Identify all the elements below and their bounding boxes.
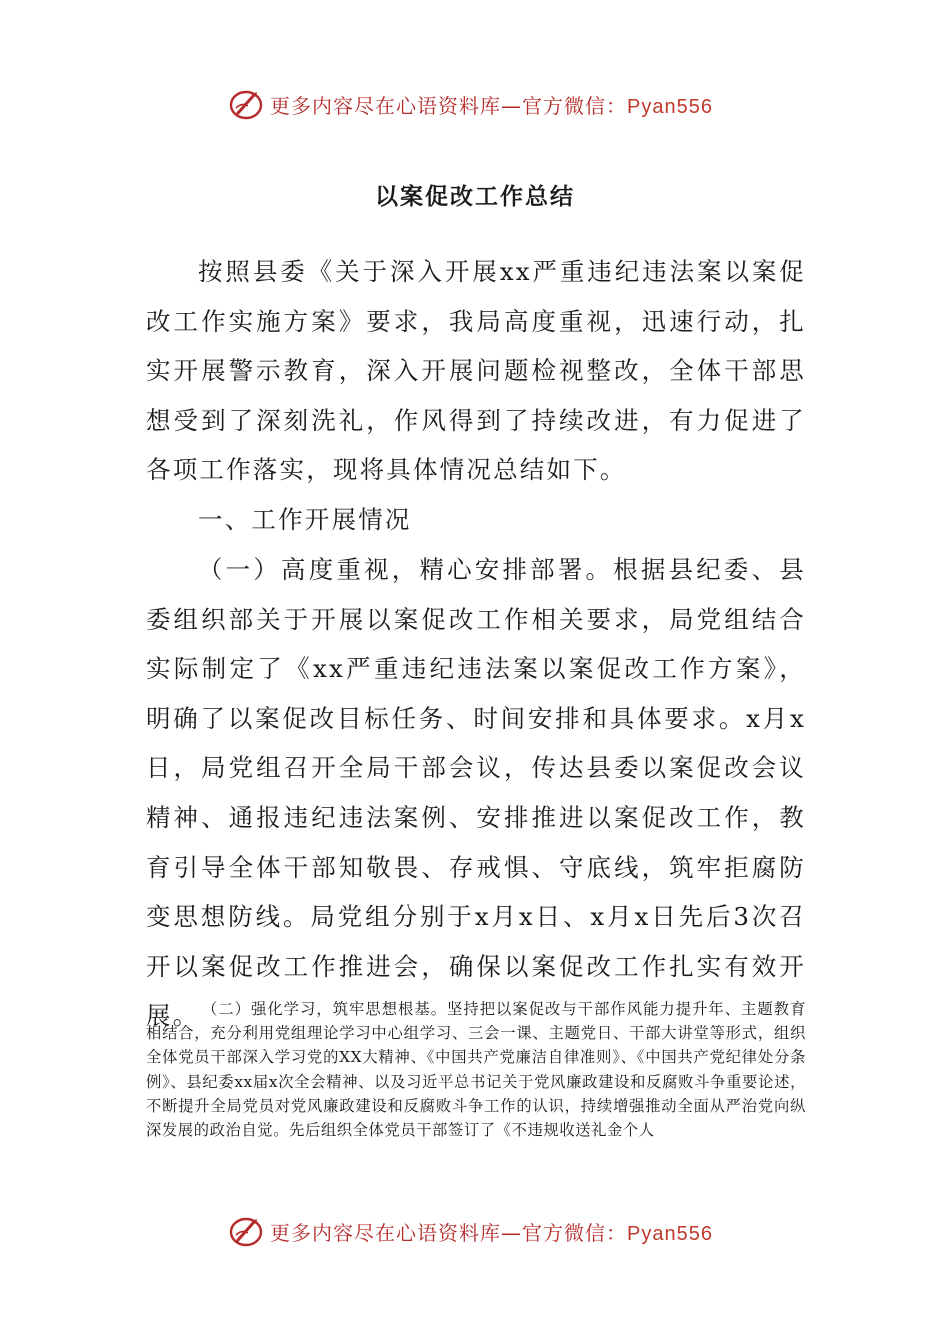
section-item-2: （二）强化学习，筑牢思想根基。坚持把以案促改与干部作风能力提升年、主题教育相结合，充分利用党组理论学习中心组学习、三会一课、主题党日、干部大讲堂等形式，组织全体党员干部深入学习党的XX大精神、《中国共产党廉洁自律准则》、《中国共产党纪律处分条例》、县纪委xx届x次全会精神、以及习近平总书记关于党风廉政建设和反腐败斗争重要论述，不断提升全局党员对党风廉政建设和反腐败斗争工作的认识，持续增强推动全面从严治党向纵深发展的政治自觉。先后组织全体党员干部签订了《不违规收送礼金个人 <box>146 1000 806 1140</box>
pen-logo-icon <box>228 86 264 122</box>
section-item-1: （一）高度重视，精心安排部署。根据县纪委、县委组织部关于开展以案促改工作相关要求，局党组结合实际制定了《xx严重违纪违法案以案促改工作方案》，明确了以案促改目标任务、时间安排和具体要求。x月x日，局党组召开全局干部会议，传达县委以案促改会议精神、通报违纪违法案例、安排推进以案促改工作，教育引导全体干部知敬畏、存戒惧、守底线，筑牢拒腐防变思想防线。局党组分别于x月x日、x月x日先后3次召开以案促改工作推进会，确保以案促改工作扎实有效开展。 <box>146 555 806 1031</box>
watermark-wechat-id: Pyan556 <box>627 1222 713 1245</box>
pen-logo-icon <box>228 1213 264 1249</box>
intro-paragraph: 按照县委《关于深入开展xx严重违纪违法案以案促改工作实施方案》要求，我局高度重视，迅速行动，扎实开展警示教育，深入开展问题检视整改，全体干部思想受到了深刻洗礼，作风得到了持续改进，有力促进了各项工作落实，现将具体情况总结如下。 <box>146 257 806 485</box>
watermark-slogan: 更多内容尽在心语资料库 <box>270 1220 501 1245</box>
watermark-separator: — <box>501 93 522 118</box>
watermark-text <box>270 1217 713 1246</box>
watermark-banner-top <box>228 84 713 124</box>
watermark-wechat-id: Pyan556 <box>627 95 713 118</box>
watermark-separator: — <box>501 1220 522 1245</box>
watermark-banner-bottom <box>228 1211 713 1251</box>
watermark-wechat-label: 官方微信： <box>522 1220 627 1245</box>
watermark-wechat-label: 官方微信： <box>522 93 627 118</box>
section-heading: 一、工作开展情况 <box>198 505 412 534</box>
document-title: 以案促改工作总结 <box>375 184 575 210</box>
watermark-text <box>270 90 713 119</box>
watermark-slogan: 更多内容尽在心语资料库 <box>270 93 501 118</box>
